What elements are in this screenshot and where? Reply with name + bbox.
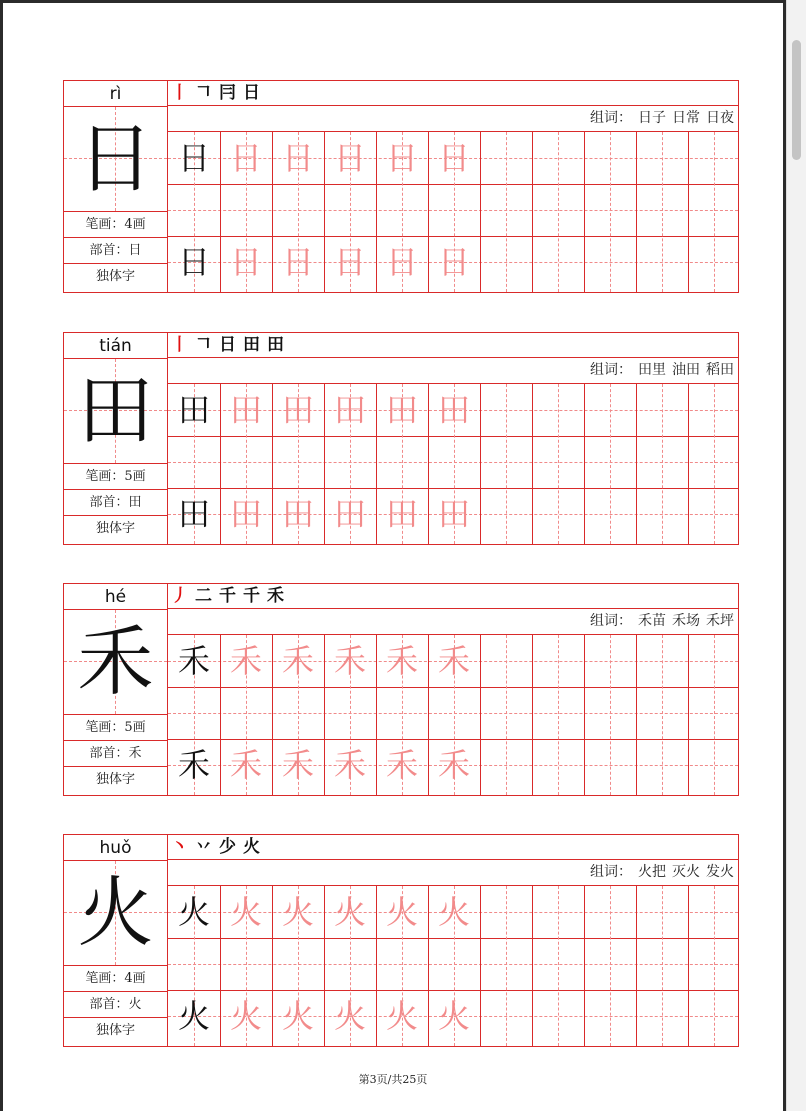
word-examples: 组词： 田里 油田 稻田 <box>168 358 738 384</box>
word-examples: 组词： 火把 灭火 发火 <box>168 860 738 886</box>
structure: 独体字 <box>95 772 135 787</box>
model-character: 日 <box>177 139 210 177</box>
stroke-step: 丨 <box>171 83 188 103</box>
structure: 独体字 <box>95 1023 135 1038</box>
trace-character: 田 <box>437 391 470 429</box>
trace-character: 田 <box>437 495 470 533</box>
trace-character: 禾 <box>385 642 418 680</box>
scrollbar-thumb[interactable] <box>792 40 801 160</box>
stroke-step: 禾 <box>267 586 284 606</box>
character-block <box>63 80 739 293</box>
word-examples: 组词： 日子 日常 日夜 <box>168 106 738 132</box>
character-block <box>63 583 739 796</box>
trace-character: 禾 <box>437 746 470 784</box>
trace-character: 火 <box>229 997 262 1035</box>
trace-character: 禾 <box>437 642 470 680</box>
trace-character: 火 <box>281 997 314 1035</box>
example-word: 发火 <box>706 864 734 880</box>
large-char-box <box>64 861 167 966</box>
trace-character: 田 <box>281 391 314 429</box>
char-info-column <box>64 333 168 544</box>
trace-character: 禾 <box>333 642 366 680</box>
trace-character: 火 <box>333 997 366 1035</box>
pinyin: tián <box>64 333 167 359</box>
practice-column <box>168 835 738 1046</box>
stroke-step: 千 <box>219 586 236 606</box>
trace-character: 火 <box>333 893 366 931</box>
stroke-step: 丷 <box>195 837 212 857</box>
trace-character: 日 <box>333 243 366 281</box>
stroke-order <box>168 835 738 860</box>
example-word: 稻田 <box>706 362 734 378</box>
trace-character: 日 <box>385 243 418 281</box>
model-character: 火 <box>177 893 210 931</box>
trace-character: 田 <box>229 495 262 533</box>
stroke-count: 笔画：4画 <box>64 212 167 238</box>
stroke-order <box>168 81 738 106</box>
stroke-step: 丿 <box>171 586 188 606</box>
pinyin: huǒ <box>64 835 167 861</box>
trace-character: 田 <box>385 391 418 429</box>
stroke-step: 丶 <box>171 837 188 857</box>
trace-character: 火 <box>385 997 418 1035</box>
structure: 独体字 <box>95 269 135 284</box>
scrollbar[interactable] <box>786 0 806 1111</box>
trace-character: 田 <box>281 495 314 533</box>
large-char-box <box>64 359 167 464</box>
stroke-step: 火 <box>243 837 260 857</box>
trace-character: 火 <box>281 893 314 931</box>
trace-character: 禾 <box>229 642 262 680</box>
trace-character: 禾 <box>229 746 262 784</box>
stroke-step: 冃 <box>219 83 236 103</box>
practice-column <box>168 584 738 795</box>
example-word: 油田 <box>672 362 700 378</box>
stroke-count: 笔画：5画 <box>64 715 167 741</box>
stroke-step: 田 <box>267 335 284 355</box>
trace-character: 日 <box>229 139 262 177</box>
trace-character: 日 <box>437 139 470 177</box>
char-info-column <box>64 835 168 1046</box>
example-word: 禾坪 <box>706 613 734 629</box>
trace-character: 日 <box>229 243 262 281</box>
practice-column <box>168 81 738 292</box>
example-word: 灭火 <box>672 864 700 880</box>
radical: 部首：火 <box>64 992 167 1018</box>
model-character: 日 <box>177 243 210 281</box>
stroke-step: 𠃍 <box>195 335 212 355</box>
model-character: 禾 <box>177 746 210 784</box>
trace-character: 田 <box>333 495 366 533</box>
trace-character: 日 <box>281 243 314 281</box>
example-word: 田里 <box>638 362 666 378</box>
example-word: 日子 <box>638 110 666 126</box>
stroke-order <box>168 584 738 609</box>
trace-character: 火 <box>437 893 470 931</box>
trace-character: 火 <box>229 893 262 931</box>
large-character: 日 <box>77 114 154 203</box>
model-character: 禾 <box>177 642 210 680</box>
trace-character: 火 <box>385 893 418 931</box>
example-word: 日常 <box>672 110 700 126</box>
large-character: 禾 <box>77 617 154 706</box>
stroke-step: 二 <box>195 586 212 606</box>
pinyin: rì <box>64 81 167 107</box>
trace-character: 日 <box>281 139 314 177</box>
pinyin: hé <box>64 584 167 610</box>
model-character: 田 <box>177 391 210 429</box>
large-character: 田 <box>77 366 154 455</box>
example-word: 禾苗 <box>638 613 666 629</box>
stroke-count: 笔画：5画 <box>64 464 167 490</box>
char-info-column <box>64 81 168 292</box>
radical: 部首：田 <box>64 490 167 516</box>
trace-character: 日 <box>333 139 366 177</box>
large-char-box <box>64 610 167 715</box>
structure: 独体字 <box>95 521 135 536</box>
practice-grid <box>168 886 738 1046</box>
practice-grid <box>168 635 738 795</box>
trace-character: 火 <box>437 997 470 1035</box>
stroke-step: 𠃍 <box>195 83 212 103</box>
trace-character: 田 <box>333 391 366 429</box>
word-examples: 组词： 禾苗 禾场 禾坪 <box>168 609 738 635</box>
char-info-column <box>64 584 168 795</box>
stroke-step: 日 <box>243 83 260 103</box>
practice-grid <box>168 384 738 544</box>
trace-character: 禾 <box>385 746 418 784</box>
model-character: 火 <box>177 997 210 1035</box>
trace-character: 田 <box>385 495 418 533</box>
example-word: 日夜 <box>706 110 734 126</box>
practice-grid <box>168 132 738 292</box>
character-block <box>63 834 739 1047</box>
trace-character: 禾 <box>281 642 314 680</box>
page-footer: 第3页/共25页 <box>358 1073 428 1086</box>
worksheet-page <box>3 3 783 1111</box>
stroke-step: 日 <box>219 335 236 355</box>
stroke-count: 笔画：4画 <box>64 966 167 992</box>
trace-character: 禾 <box>281 746 314 784</box>
radical: 部首：日 <box>64 238 167 264</box>
example-word: 禾场 <box>672 613 700 629</box>
character-block <box>63 332 739 545</box>
practice-column <box>168 333 738 544</box>
stroke-step: 千 <box>243 586 260 606</box>
radical: 部首：禾 <box>64 741 167 767</box>
example-word: 火把 <box>638 864 666 880</box>
trace-character: 田 <box>229 391 262 429</box>
trace-character: 日 <box>437 243 470 281</box>
stroke-step: 少 <box>219 837 236 857</box>
stroke-step: 田 <box>243 335 260 355</box>
stroke-order <box>168 333 738 358</box>
large-char-box <box>64 107 167 212</box>
stroke-step: 丨 <box>171 335 188 355</box>
trace-character: 日 <box>385 139 418 177</box>
model-character: 田 <box>177 495 210 533</box>
large-character: 火 <box>77 868 154 957</box>
trace-character: 禾 <box>333 746 366 784</box>
